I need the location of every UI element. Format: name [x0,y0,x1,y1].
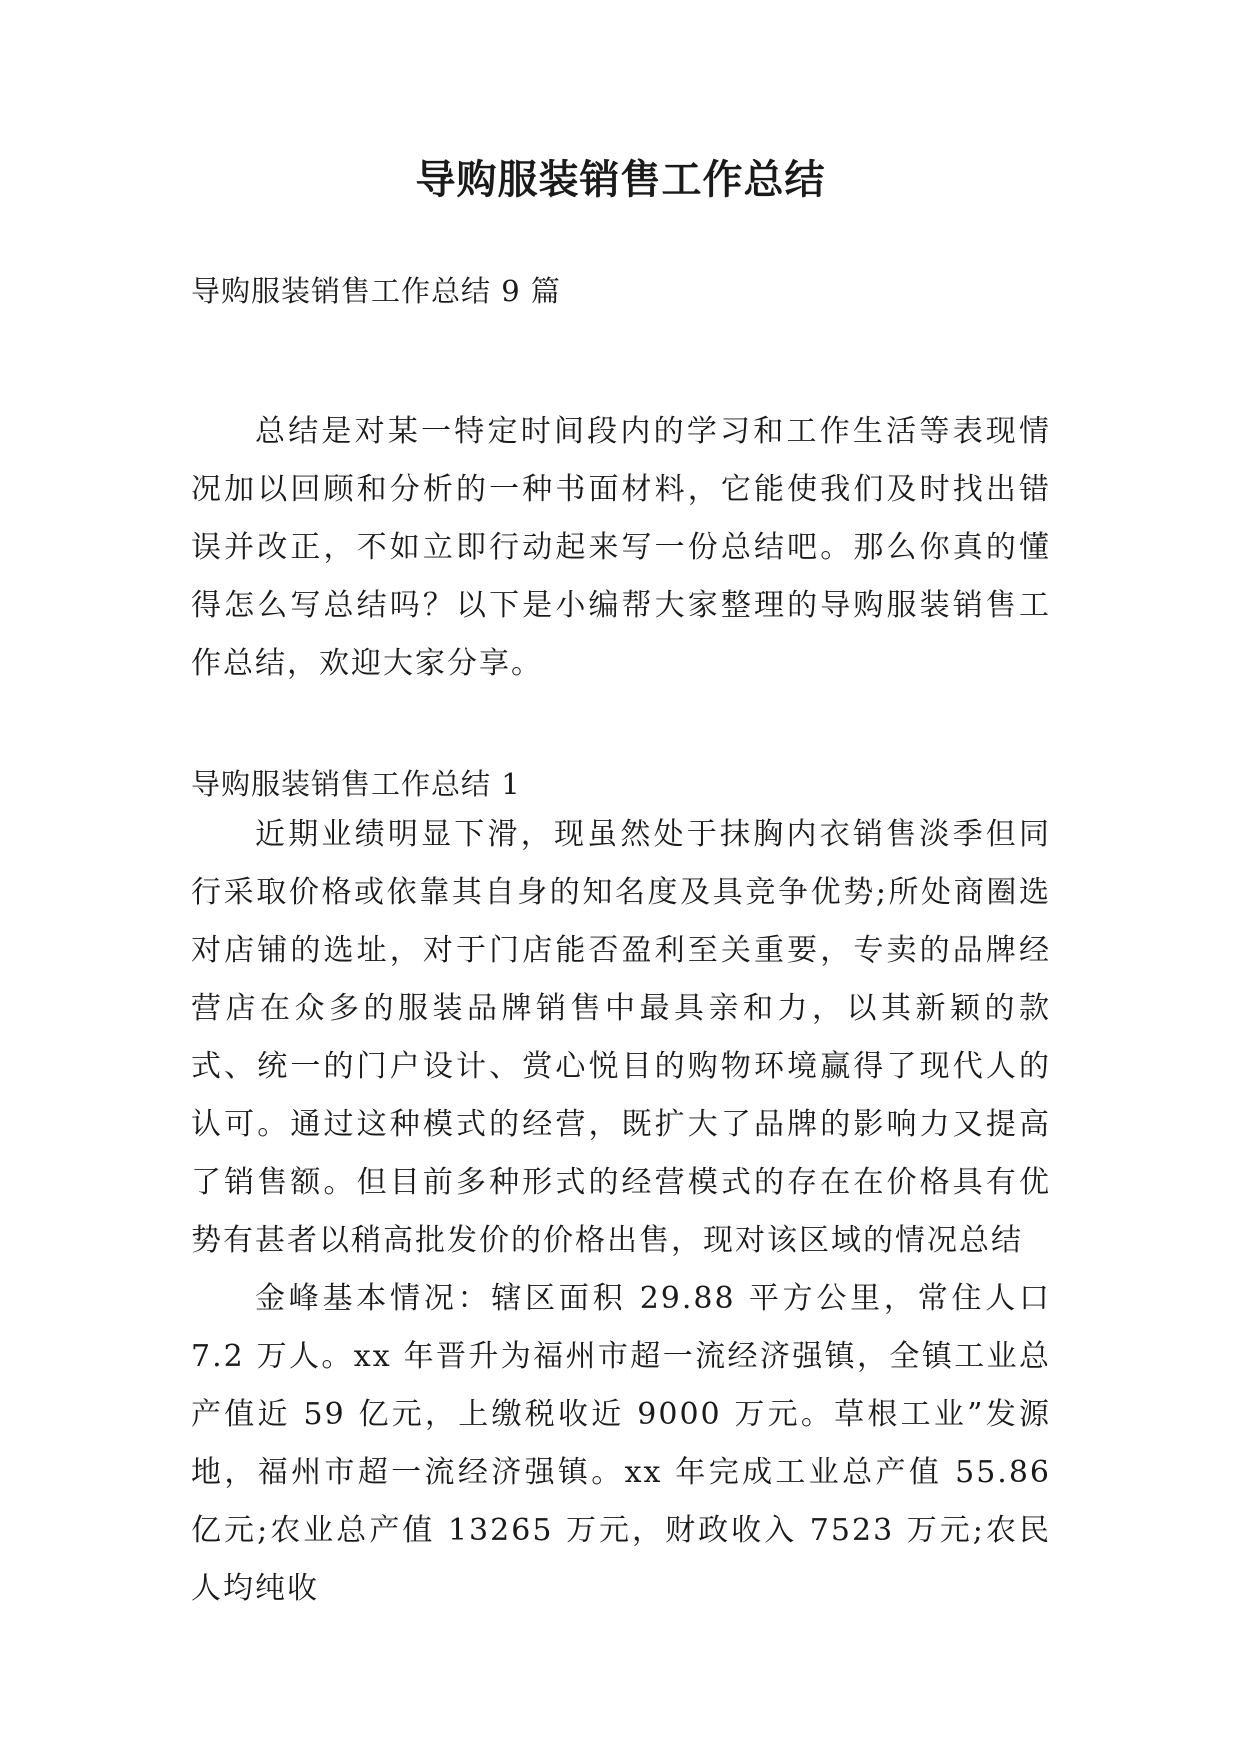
body-paragraph: 近期业绩明显下滑，现虽然处于抹胸内衣销售淡季但同行采取价格或依靠其自身的知名度及具竞争优势;所处商圈选对店铺的选址，对于门店能否盈利至关重要，专卖的品牌经营店在众多的服装品牌销售中最具亲和力，以其新颖的款式、统一的门户设计、赏心悦目的购物环境赢得了现代人的认可。通过这种模式的经营，既扩大了品牌的影响力又提高了销售额。但目前多种形式的经营模式的存在在价格具有优势有甚者以稍高批发价的价格出售，现对该区域的情况总结 [191,817,1051,1258]
intro-paragraph: 总结是对某一特定时间段内的学习和工作生活等表现情况加以回顾和分析的一种书面材料，它能使我们及时找出错误并改正，不如立即行动起来写一份总结吧。那么你真的懂得怎么写总结吗？以下是小编帮大家整理的导购服装销售工作总结，欢迎大家分享。 [191,414,1051,681]
document-title: 导购服装销售工作总结 [415,157,826,203]
section-body [191,806,1051,1618]
body-paragraph: 金峰基本情况：辖区面积 29.88 平方公里，常住人口 7.2 万人。xx 年晋升为福州市超一流经济强镇，全镇工业总产值近 59 亿元，上缴税收近 9000 万元。草根工业”发源地，福州市超一流经济强镇。xx 年完成工业总产值 55.86 亿元;农业总产值 13265 万元，财政收入 7523 万元;农民人均纯收 [191,1281,1051,1606]
document-subtitle: 导购服装销售工作总结 9 篇 [191,274,561,308]
section-heading: 导购服装销售工作总结 1 [191,767,521,801]
